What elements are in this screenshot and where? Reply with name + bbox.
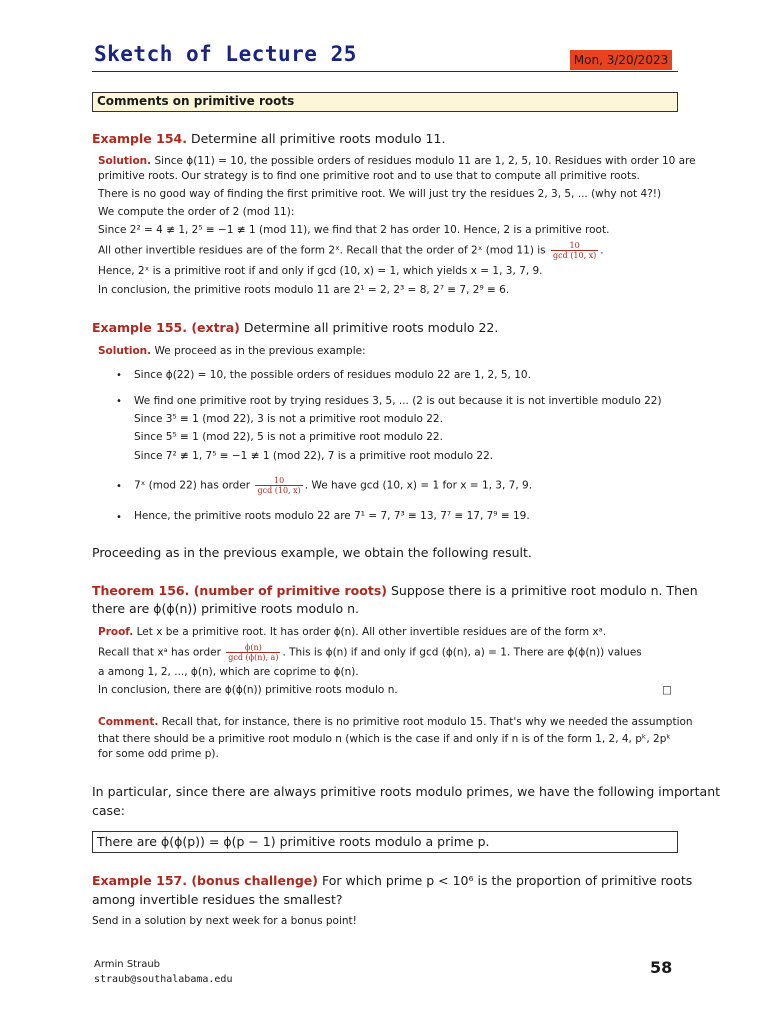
section-title-box [92,92,678,112]
bullet-icon: • [116,370,122,381]
solution-line [98,342,366,361]
denominator: gcd (10, x) [553,251,597,260]
qed-icon: □ [662,684,672,696]
text-fragment: . We have gcd (10, x) = 1 for x = 1, 3, 7, 9. [304,479,533,492]
denominator: gcd (10, x) [257,486,301,495]
text-line-with-fraction: All other invertible residues are of the form 2ˣ. Recall that the order of 2ˣ (mod 11) is $\frac{10}{\gcd (10, x)}$ . [98,241,604,260]
text-line: for some odd prime p). [98,748,219,760]
numerator: 10 [255,476,302,486]
proof-line [98,623,606,642]
example-155-heading [92,318,498,338]
example-prompt: Determine all primitive roots modulo 11. [190,131,446,146]
text-line: a among 1, 2, ..., ϕ(n), which are coprime to ϕ(n). [98,666,359,678]
solution-label: Solution. [98,345,152,357]
page-title: Sketch of Lecture 25 [94,42,357,66]
example-label: Example 157. (bonus challenge) [92,873,318,888]
text-line: We compute the order of 2 (mod 11): [98,206,295,218]
bullet-icon: • [116,512,122,523]
text-line: Since ϕ(11) = 10, the possible orders of residues modulo 11 are 1, 2, 5, 10. Residues with order 10 are [154,155,696,167]
numerator: ϕ(n) [226,643,280,653]
bullet-text-with-fraction [134,476,532,496]
solution-label: Solution. [98,155,152,167]
author-email[interactable]: straub@southalabama.edu [94,974,233,985]
text-line: Hence, 2ˣ is a primitive root if and only if gcd (10, x) = 1, which yields x = 1, 3, 7, 9. [98,265,543,277]
numerator: 10 [551,241,598,251]
text-line: In conclusion, the primitive roots modulo 11 are 2¹ = 2, 2³ = 8, 2⁷ ≡ 7, 2⁹ ≡ 6. [98,284,510,296]
page-number: 58 [650,958,673,977]
text-fragment: 7ˣ (mod 22) has order [134,479,251,492]
text-fragment: . This is ϕ(n) if and only if gcd (ϕ(n), a) = 1. There are ϕ(ϕ(n)) values [282,646,642,659]
bullet-icon: • [116,481,122,492]
fraction [226,643,280,662]
text-line: There is no good way of finding the first primitive root. We will just try the residues 2, 3, 5, ... (why not 4?!) [98,188,662,200]
text-line: that there should be a primitive root modulo n (which is the case if and only if n is of the form 1, 2, 4, pᵏ, 2pᵏ [98,733,671,745]
example-prompt: For which prime p < 10⁶ is the proportion of primitive roots [321,873,693,888]
theorem-label: Theorem 156. (number of primitive roots) [92,583,387,598]
theorem-text: Suppose there is a primitive root modulo n. Then [390,583,698,598]
bullet-text: Since ϕ(22) = 10, the possible orders of residues modulo 22 are 1, 2, 5, 10. [134,369,531,381]
bullet-text: Hence, the primitive roots modulo 22 are 7¹ = 7, 7³ ≡ 13, 7⁷ ≡ 17, 7⁹ ≡ 19. [134,510,530,522]
example-prompt: Determine all primitive roots modulo 22. [243,320,499,335]
boxed-result [92,831,678,853]
example-157-heading [92,871,692,891]
comment-label: Comment. [98,716,159,728]
header-rule [92,71,678,72]
author-name: Armin Straub [94,959,161,970]
date-badge: Mon, 3/20/2023 [570,50,672,70]
text-line: Recall that, for instance, there is no primitive root modulo 15. That's why we needed the assumption [161,716,693,728]
theorem-text: there are ϕ(ϕ(n)) primitive roots modulo n. [92,601,359,616]
text-fragment: All other invertible residues are of the form 2ˣ. Recall that the order of 2ˣ (mod 11) is [98,244,546,257]
example-label: Example 154. [92,131,187,146]
denominator: gcd (ϕ(n), a) [228,653,279,662]
text-line: We proceed as in the previous example: [154,345,366,357]
text-line: primitive roots. Our strategy is to find one primitive root and to use that to compute all primitive roots. [98,170,640,182]
section-title: Comments on primitive roots [97,94,295,108]
text-fragment: Recall that xᵃ has order [98,646,221,659]
bullet-icon: • [116,396,122,407]
example-label: Example 155. (extra) [92,320,240,335]
bullet-text: Since 7² ≢ 1, 7⁵ ≡ −1 ≢ 1 (mod 22), 7 is a primitive root modulo 22. [134,450,494,462]
example-prompt: among invertible residues the smallest? [92,892,343,907]
boxed-text: There are ϕ(ϕ(p)) = ϕ(p − 1) primitive roots modulo a prime p. [97,834,490,849]
bullet-text: Since 3⁵ ≡ 1 (mod 22), 3 is not a primitive root modulo 22. [134,413,443,425]
paragraph: case: [92,803,125,818]
bonus-note: Send in a solution by next week for a bonus point! [92,915,357,927]
theorem-156-heading [92,581,698,601]
fraction [551,241,598,260]
fraction [255,476,302,495]
text-line: In conclusion, there are ϕ(ϕ(n)) primitive roots modulo n. [98,684,398,696]
bullet-text: Since 5⁵ ≡ 1 (mod 22), 5 is not a primitive root modulo 22. [134,431,443,443]
paragraph: Proceeding as in the previous example, we obtain the following result. [92,545,532,560]
proof-line-with-fraction [98,643,642,663]
proof-label: Proof. [98,626,134,638]
example-154-heading [92,129,445,149]
bullet-text: We find one primitive root by trying residues 3, 5, ... (2 is out because it is not invertible modulo 22) [134,395,662,407]
text-line: Let x be a primitive root. It has order ϕ(n). All other invertible residues are of the form xᵃ. [136,626,607,638]
paragraph: In particular, since there are always primitive roots modulo primes, we have the following important [92,784,721,799]
text-line: Since 2² = 4 ≢ 1, 2⁵ ≡ −1 ≢ 1 (mod 11), we find that 2 has order 10. Hence, 2 is a primitive root. [98,224,610,236]
